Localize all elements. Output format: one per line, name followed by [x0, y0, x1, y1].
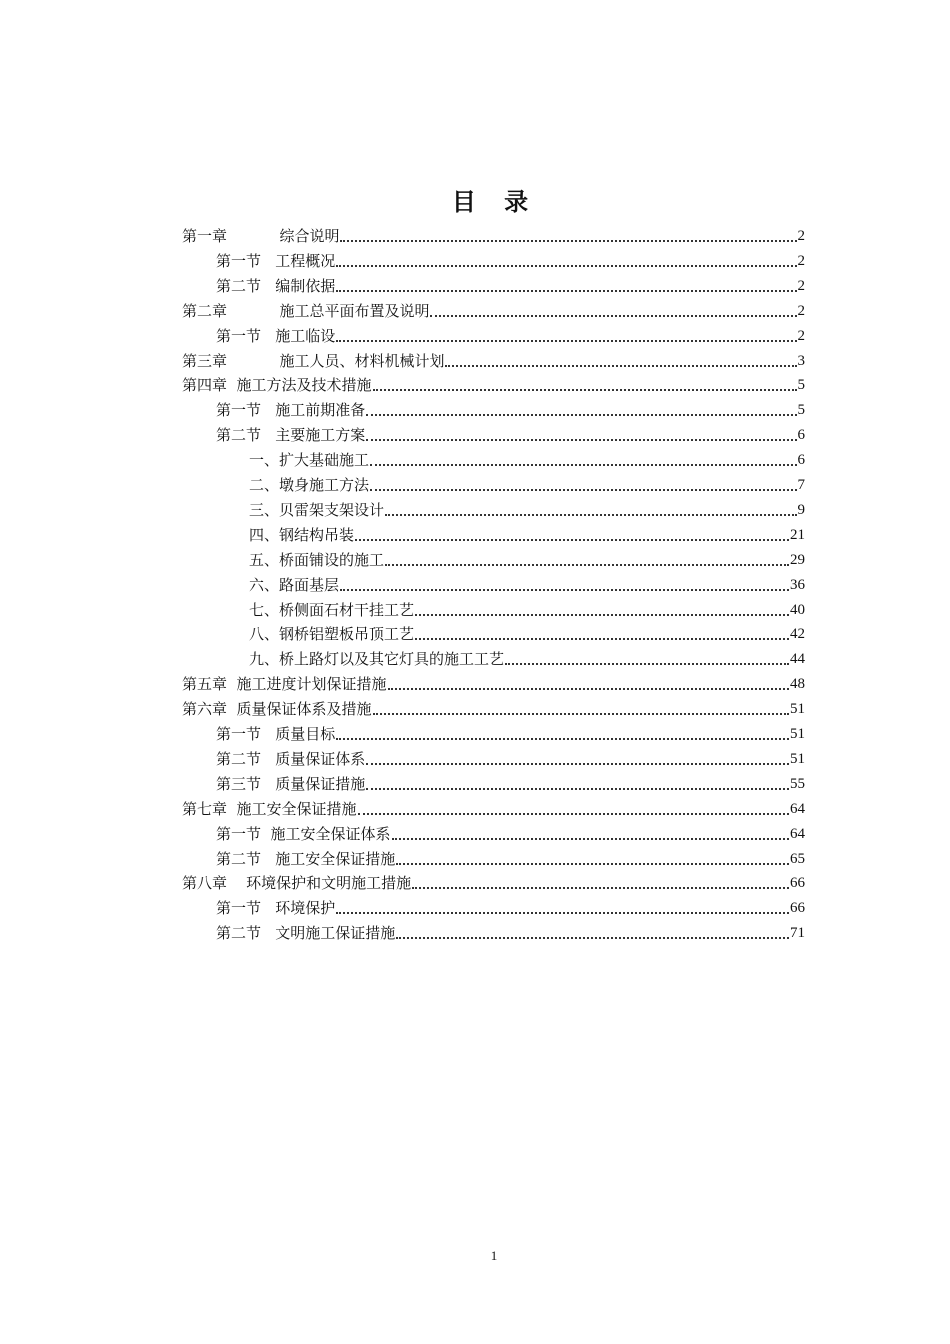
toc-entry-page: 29: [790, 551, 805, 568]
toc-entry[interactable]: [0, 672, 950, 696]
toc-entry-page: 42: [790, 626, 805, 643]
toc-entry-label: 第二节 主要施工方案: [216, 426, 366, 445]
toc-entry-page: 51: [790, 750, 805, 767]
toc-entry[interactable]: [0, 871, 950, 895]
toc-entry[interactable]: [0, 548, 950, 572]
dot-leader: [396, 937, 789, 939]
toc-entry-page: 6: [797, 427, 805, 444]
toc-entry[interactable]: [0, 697, 950, 721]
toc-entry-page: 66: [790, 875, 805, 892]
toc-entry-page: 2: [797, 228, 805, 244]
toc-entry-page: 2: [797, 252, 805, 269]
toc-entry-page: 9: [797, 501, 805, 518]
dot-leader: [370, 489, 796, 491]
toc-entry-page: 66: [790, 900, 805, 917]
toc-entry-page: 6: [797, 452, 805, 469]
toc-entry-label: 第二节 文明施工保证措施: [216, 924, 396, 943]
toc-entry[interactable]: [0, 448, 950, 472]
toc-entry-page: 2: [797, 327, 805, 344]
toc-entry[interactable]: [0, 224, 950, 248]
toc-entry-label: 第一节 工程概况: [216, 251, 336, 270]
toc-entry-label: 第一章 综合说明: [182, 227, 340, 245]
dot-leader: [412, 887, 789, 889]
dot-leader: [430, 315, 796, 317]
dot-leader: [366, 788, 789, 790]
dot-leader: [340, 589, 789, 591]
toc-entry-page: 48: [790, 676, 805, 693]
toc-entry-page: 2: [797, 277, 805, 294]
toc-entry[interactable]: [0, 573, 950, 597]
toc-entry-page: 51: [790, 726, 805, 742]
toc-entry-page: 3: [797, 352, 805, 369]
toc-entry-label: 三、贝雷架支架设计: [249, 500, 385, 519]
dot-leader: [373, 389, 797, 391]
toc-entry-label: 第八章 环境保护和文明施工措施: [182, 874, 412, 893]
dot-leader: [358, 813, 789, 815]
toc-entry-page: 40: [790, 601, 805, 618]
dot-leader: [392, 838, 789, 840]
dot-leader: [385, 514, 796, 516]
toc-entry-label: 五、桥面铺设的施工: [249, 550, 385, 569]
toc-entry-page: 55: [790, 775, 805, 792]
toc-entry-label: 九、桥上路灯以及其它灯具的施工工艺: [249, 650, 505, 669]
toc-entry-page: 21: [790, 526, 805, 543]
toc-entry-page: 44: [790, 651, 805, 668]
toc-entry-label: 七、桥侧面石材干挂工艺: [249, 600, 415, 619]
dot-leader: [370, 464, 796, 466]
dot-leader: [445, 365, 796, 367]
toc-entry-page: 71: [790, 925, 805, 942]
toc-entry[interactable]: [0, 373, 950, 397]
toc-entry[interactable]: [0, 896, 950, 920]
toc-entry-label: 第一节 施工临设: [216, 326, 336, 345]
dot-leader: [336, 340, 796, 342]
toc-entry-label: 第六章 质量保证体系及措施: [182, 700, 372, 719]
toc-entry-label: 第一节 环境保护: [216, 899, 336, 918]
dot-leader: [388, 688, 789, 690]
toc-entry-label: 第三节 质量保证措施: [216, 774, 366, 793]
dot-leader: [336, 738, 789, 740]
toc-entry-label: 第二节 质量保证体系: [216, 749, 366, 768]
dot-leader: [415, 614, 789, 616]
toc-entry[interactable]: [0, 324, 950, 348]
toc-entry[interactable]: [0, 423, 950, 447]
toc-entry-label: 第五章 施工进度计划保证措施: [182, 675, 387, 694]
toc-entry-label: 第一节 施工前期准备: [216, 401, 366, 420]
dot-leader: [366, 414, 796, 416]
toc-entry[interactable]: [0, 847, 950, 871]
page-number: 1: [490, 1248, 498, 1263]
dot-leader: [415, 638, 789, 640]
dot-leader: [373, 713, 789, 715]
toc-entry[interactable]: [0, 921, 950, 945]
dot-leader: [336, 290, 796, 292]
toc-entry-page: 2: [797, 302, 805, 319]
dot-leader: [505, 663, 789, 665]
toc-entry[interactable]: [0, 299, 950, 323]
toc-entry[interactable]: [0, 747, 950, 771]
toc-entry-label: 第一节 施工安全保证体系: [216, 824, 391, 843]
toc-entry-label: 一、扩大基础施工: [249, 451, 370, 470]
toc-entry[interactable]: [0, 523, 950, 547]
toc-entry[interactable]: [0, 797, 950, 821]
dot-leader: [366, 439, 796, 441]
toc-entry-label: 第二章 施工总平面布置及说明: [182, 301, 430, 320]
toc-entry-label: 第二节 编制依据: [216, 276, 336, 295]
dot-leader: [336, 265, 796, 267]
toc-entry-label: 第一节 质量目标: [216, 725, 336, 743]
toc-entry-page: 64: [790, 800, 805, 817]
toc-entry-label: 第四章 施工方法及技术措施: [182, 376, 372, 395]
toc-entry[interactable]: [0, 822, 950, 846]
toc-entry-page: 65: [790, 850, 805, 867]
toc-entry[interactable]: [0, 249, 950, 273]
toc-entry-label: 第三章 施工人员、材料机械计划: [182, 351, 445, 370]
toc-entry[interactable]: [0, 274, 950, 298]
page-title: 目 录: [451, 188, 539, 216]
toc-entry[interactable]: [0, 722, 950, 746]
toc-entry-page: 51: [790, 701, 805, 718]
toc-entry[interactable]: [0, 598, 950, 622]
dot-leader: [340, 240, 796, 242]
toc-entry[interactable]: [0, 398, 950, 422]
dot-leader: [355, 539, 789, 541]
toc-entry[interactable]: [0, 473, 950, 497]
toc-entry-label: 四、钢结构吊装: [249, 525, 355, 544]
toc-entry-page: 36: [790, 576, 805, 593]
dot-leader: [336, 912, 789, 914]
toc-entry-label: 第七章 施工安全保证措施: [182, 799, 357, 818]
toc-entry-page: 5: [797, 377, 805, 394]
toc-entry-label: 六、路面基层: [249, 575, 340, 594]
toc-entry-page: 64: [790, 825, 805, 842]
toc-entry[interactable]: [0, 498, 950, 522]
toc-entry-label: 第二节 施工安全保证措施: [216, 849, 396, 868]
toc-entry-label: 八、钢桥铝塑板吊顶工艺: [249, 625, 415, 644]
toc-entry[interactable]: [0, 349, 950, 373]
toc-entry[interactable]: [0, 772, 950, 796]
toc-entry-page: 7: [797, 477, 805, 493]
dot-leader: [385, 564, 789, 566]
toc-entry[interactable]: [0, 647, 950, 671]
toc-entry[interactable]: [0, 622, 950, 646]
toc-entry-page: 5: [797, 402, 805, 419]
dot-leader: [396, 863, 789, 865]
toc-entry-label: 二、墩身施工方法: [249, 476, 370, 494]
dot-leader: [366, 763, 789, 765]
